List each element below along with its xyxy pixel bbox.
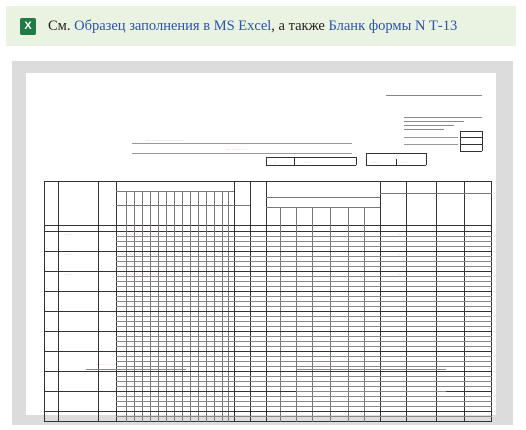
document-preview[interactable] <box>12 61 513 425</box>
banner-prefix: См. <box>48 18 75 34</box>
banner-middle: , а также <box>271 18 329 34</box>
doc-date-value: . . . . . <box>304 160 311 164</box>
timesheet-table <box>44 181 492 422</box>
employee-3-days: . . . . . . . . . . . . . . . . . . . . . . . . . . . . . <box>118 272 161 276</box>
form-sheet <box>26 73 496 415</box>
employee-1-name: . . . . . . <box>64 232 73 236</box>
hr-signature: . . . . . . . . . . . . . . . . . . . <box>306 384 334 388</box>
employee-2-days: . . . . . . . . . . . . . . . . . . . . . . . . . . . . . <box>118 252 161 256</box>
period-from-value: . . . . . <box>371 160 378 164</box>
employee-2-code: . . <box>398 252 401 256</box>
org-name-line: . . . . . . . . . . . . . . . . . . . . . . . . . . <box>146 138 185 142</box>
employee-1-code: . . <box>398 232 401 236</box>
employee-2-name: . . . . . . <box>64 252 73 256</box>
dept-name-line: . . . . . . . . . . . . . . . <box>226 147 248 151</box>
head-signature: . . . . . . . . . . . . . . . . . . . <box>306 362 334 366</box>
excel-icon: X <box>20 18 36 35</box>
employee-3-name: . . . . . . <box>64 272 73 276</box>
responsible-signature: . . . . . . . . . . . . . . <box>96 362 117 366</box>
employee-3-code: . . <box>398 272 401 276</box>
excel-sample-link[interactable]: Образец заполнения в MS Excel <box>74 18 272 34</box>
info-banner <box>6 6 516 46</box>
blank-form-link[interactable]: Бланк формы N Т-13 <box>328 18 458 34</box>
employee-1-days: . . . . . . . . . . . . . . . . . . . . . . . . . . . . . <box>118 232 161 236</box>
period-to-value: . . . . . <box>401 160 408 164</box>
doc-number-value: . . <box>274 160 277 164</box>
banner-text <box>48 18 457 35</box>
